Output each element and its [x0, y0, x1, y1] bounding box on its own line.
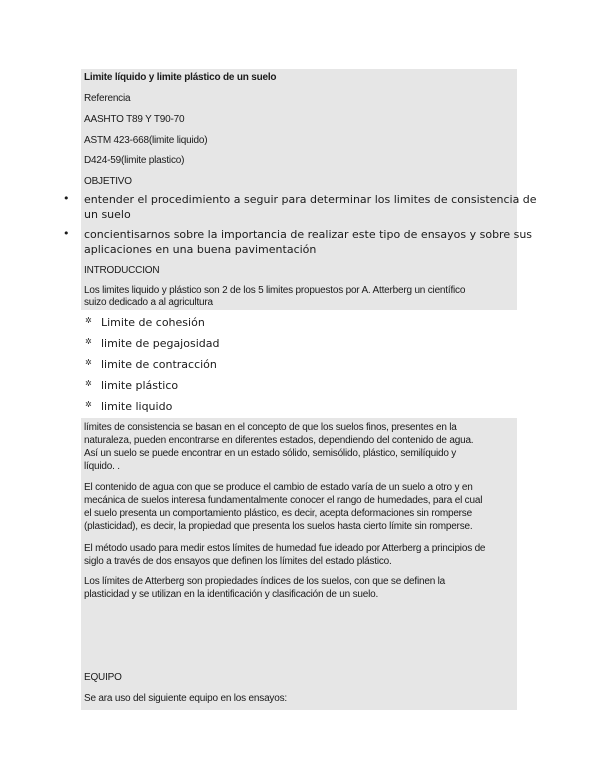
introduction-paragraph-line: Los limites liquido y plástico son 2 de los 5 limites propuestos por A. Atterberg un científico: [84, 285, 466, 296]
star-bullet-icon: ✲: [85, 400, 92, 409]
reference-item: D424-59(limite plastico): [84, 155, 185, 166]
introduction-paragraph-line: suizo dedicado a al agricultura: [84, 297, 213, 308]
body-paragraph-line: (plasticidad), es decir, la propiedad que presenta los suelos hasta cierto límite sin romperse.: [84, 521, 473, 532]
body-paragraph-line: naturaleza, pueden encontrarse en diferentes estados, dependiendo del contenido de agua.: [84, 435, 474, 446]
objective-bullet-line: entender el procedimiento a seguir para determinar los limites de consistencia de: [84, 193, 537, 206]
bullet-dot: •: [63, 192, 70, 205]
limit-list-item: limite plástico: [101, 379, 179, 392]
body-paragraph-line: El contenido de agua con que se produce el cambio de estado varía de un suelo a otro y en: [84, 482, 473, 493]
document-title: Limite líquido y limite plástico de un suelo: [84, 72, 277, 83]
body-paragraph-line: El método usado para medir estos límites de humedad fue ideado por Atterberg a principios de: [84, 543, 486, 554]
body-paragraph-line: siglo a través de dos ensayos que definen los límites del estado plástico.: [84, 556, 392, 567]
limit-list-item: limite de pegajosidad: [101, 337, 220, 350]
bullet-dot: •: [63, 227, 70, 240]
star-bullet-icon: ✲: [85, 337, 92, 346]
objective-bullet-line: aplicaciones en una buena pavimentación: [84, 243, 317, 256]
equipment-text: Se ara uso del siguiente equipo en los ensayos:: [84, 693, 287, 704]
limit-list-item: limite de contracción: [101, 358, 217, 371]
body-paragraph-line: límites de consistencia se basan en el concepto de que los suelos finos, presentes en la: [84, 422, 457, 433]
reference-item: AASHTO T89 Y T90-70: [84, 114, 185, 125]
star-bullet-icon: ✲: [85, 358, 92, 367]
body-paragraph-line: mecánica de suelos interesa fundamentalmente conocer el rango de humedades, para el cual: [84, 495, 483, 506]
introduction-heading: INTRODUCCION: [84, 265, 160, 276]
body-paragraph-line: Así un suelo se puede encontrar en un estado sólido, semisólido, plástico, semilíquido y: [84, 448, 457, 459]
objective-heading: OBJETIVO: [84, 176, 132, 187]
objective-bullet-line: un suelo: [84, 208, 131, 221]
body-paragraph-line: Los límites de Atterberg son propiedades índices de los suelos, con que se definen la: [84, 576, 446, 587]
equipment-heading: EQUIPO: [84, 672, 122, 683]
body-paragraph-line: líquido. .: [84, 461, 120, 472]
body-paragraph-line: el suelo presenta un comportamiento plástico, es decir, acepta deformaciones sin romperse: [84, 508, 472, 519]
reference-item: ASTM 423-668(limite liquido): [84, 135, 208, 146]
reference-label: Referencia: [84, 93, 131, 104]
star-bullet-icon: ✲: [85, 316, 92, 325]
body-paragraph-line: plasticidad y se utilizan en la identificación y clasificación de un suelo.: [84, 589, 379, 600]
objective-bullet-line: concientisarnos sobre la importancia de realizar este tipo de ensayos y sobre sus: [84, 228, 533, 241]
limit-list-item: limite liquido: [101, 400, 173, 413]
limit-list-item: Limite de cohesión: [101, 316, 205, 329]
star-bullet-icon: ✲: [85, 379, 92, 388]
